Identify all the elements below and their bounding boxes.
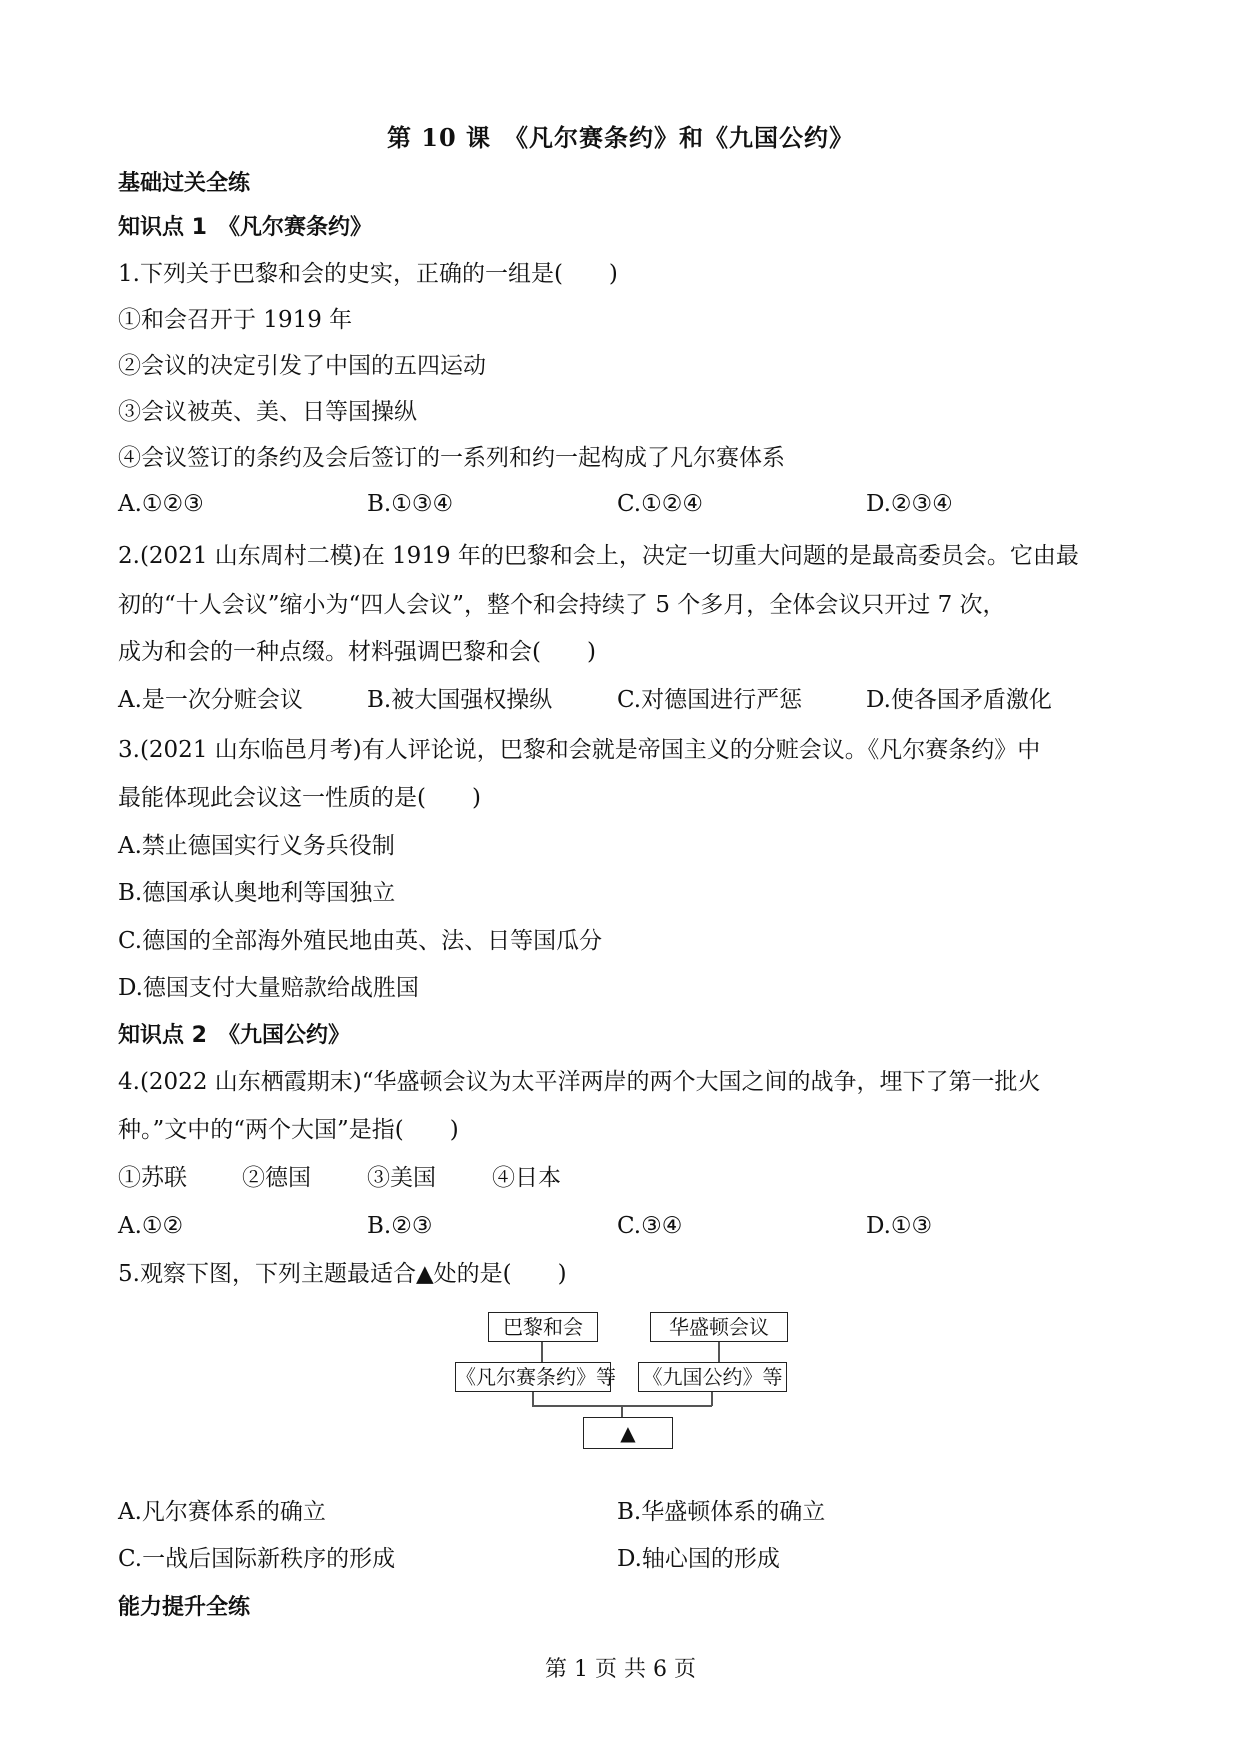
diagram-connector-bottom xyxy=(621,1405,623,1417)
diagram-connector-left-mid xyxy=(532,1392,534,1406)
q1-item-1: ①和会召开于 1919 年 xyxy=(118,307,353,333)
diagram-box-nine-power-treaty: 《九国公约》等 xyxy=(638,1362,787,1392)
q5-stem: 5.观察下图，下列主题最适合▲处的是( ) xyxy=(118,1261,567,1287)
q5-option-b: B.华盛顿体系的确立 xyxy=(617,1499,826,1525)
section-heading-advanced: 能力提升全练 xyxy=(118,1595,251,1620)
diagram-box-washington-conference: 华盛顿会议 xyxy=(650,1312,788,1342)
diagram-connector-right-mid xyxy=(711,1392,713,1406)
diagram-box-paris-conference: 巴黎和会 xyxy=(488,1312,598,1342)
q1-option-c: C.①②④ xyxy=(617,491,703,517)
q5-option-c: C.一战后国际新秩序的形成 xyxy=(118,1546,396,1572)
page-footer: 第 1 页 共 6 页 xyxy=(545,1657,696,1682)
q2-option-c: C.对德国进行严惩 xyxy=(617,687,803,713)
q4-option-b: B.②③ xyxy=(367,1213,433,1239)
q5-option-a: A.凡尔赛体系的确立 xyxy=(118,1499,326,1525)
q4-item-2: ②德国 xyxy=(242,1165,311,1191)
q4-option-d: D.①③ xyxy=(866,1213,933,1239)
diagram-connector-right-top xyxy=(718,1342,720,1362)
q2-line-2: 初的“十人会议”缩小为“四人会议”，整个和会持续了 5 个多月，全体会议只开过 7 次， xyxy=(118,592,1006,618)
q3-line-2: 最能体现此会议这一性质的是( ) xyxy=(118,785,481,811)
q3-option-b: B.德国承认奥地利等国独立 xyxy=(118,880,396,906)
q3-option-c: C.德国的全部海外殖民地由英、法、日等国瓜分 xyxy=(118,928,603,954)
q2-option-a: A.是一次分赃会议 xyxy=(118,687,303,713)
knowledge-point-1: 知识点 1 《凡尔赛条约》 xyxy=(118,215,372,240)
q1-option-a: A.①②③ xyxy=(118,491,204,517)
q4-option-a: A.①② xyxy=(118,1213,184,1239)
q5-option-d: D.轴心国的形成 xyxy=(617,1546,780,1572)
knowledge-point-2: 知识点 2 《九国公约》 xyxy=(118,1023,350,1048)
section-heading-basic: 基础过关全练 xyxy=(118,171,251,196)
q4-item-4: ④日本 xyxy=(492,1165,561,1191)
q4-line-2: 种。”文中的“两个大国”是指( ) xyxy=(118,1117,459,1143)
diagram-box-versailles-treaty: 《凡尔赛条约》等 xyxy=(455,1362,611,1392)
q1-stem: 1.下列关于巴黎和会的史实，正确的一组是( ) xyxy=(118,261,618,287)
q1-item-2: ②会议的决定引发了中国的五四运动 xyxy=(118,353,486,379)
q1-option-d: D.②③④ xyxy=(866,491,953,517)
q5-diagram xyxy=(455,1312,785,1452)
q3-option-a: A.禁止德国实行义务兵役制 xyxy=(118,833,395,859)
q4-option-c: C.③④ xyxy=(617,1213,683,1239)
diagram-box-triangle: ▲ xyxy=(583,1417,673,1449)
q4-item-3: ③美国 xyxy=(367,1165,436,1191)
q4-line-1: 4.(2022 山东栖霞期末)“华盛顿会议为太平洋两岸的两个大国之间的战争，埋下了第一批火 xyxy=(118,1069,1041,1095)
diagram-connector-left-top xyxy=(541,1342,543,1362)
q2-line-1: 2.(2021 山东周村二模)在 1919 年的巴黎和会上，决定一切重大问题的是最高委员会。它由最 xyxy=(118,543,1079,569)
q1-item-4: ④会议签订的条约及会后签订的一系列和约一起构成了凡尔赛体系 xyxy=(118,445,785,471)
q3-line-1: 3.(2021 山东临邑月考)有人评论说，巴黎和会就是帝国主义的分赃会议。《凡尔赛条约》中 xyxy=(118,737,1041,763)
q4-item-1: ①苏联 xyxy=(118,1165,187,1191)
q1-option-b: B.①③④ xyxy=(367,491,454,517)
q2-option-d: D.使各国矛盾激化 xyxy=(866,687,1052,713)
q2-line-3: 成为和会的一种点缀。材料强调巴黎和会( ) xyxy=(118,639,596,665)
page-title: 第 10 课 《凡尔赛条约》和《九国公约》 xyxy=(386,123,855,152)
q2-option-b: B.被大国强权操纵 xyxy=(367,687,553,713)
q1-item-3: ③会议被英、美、日等国操纵 xyxy=(118,399,417,425)
q3-option-d: D.德国支付大量赔款给战胜国 xyxy=(118,975,419,1001)
